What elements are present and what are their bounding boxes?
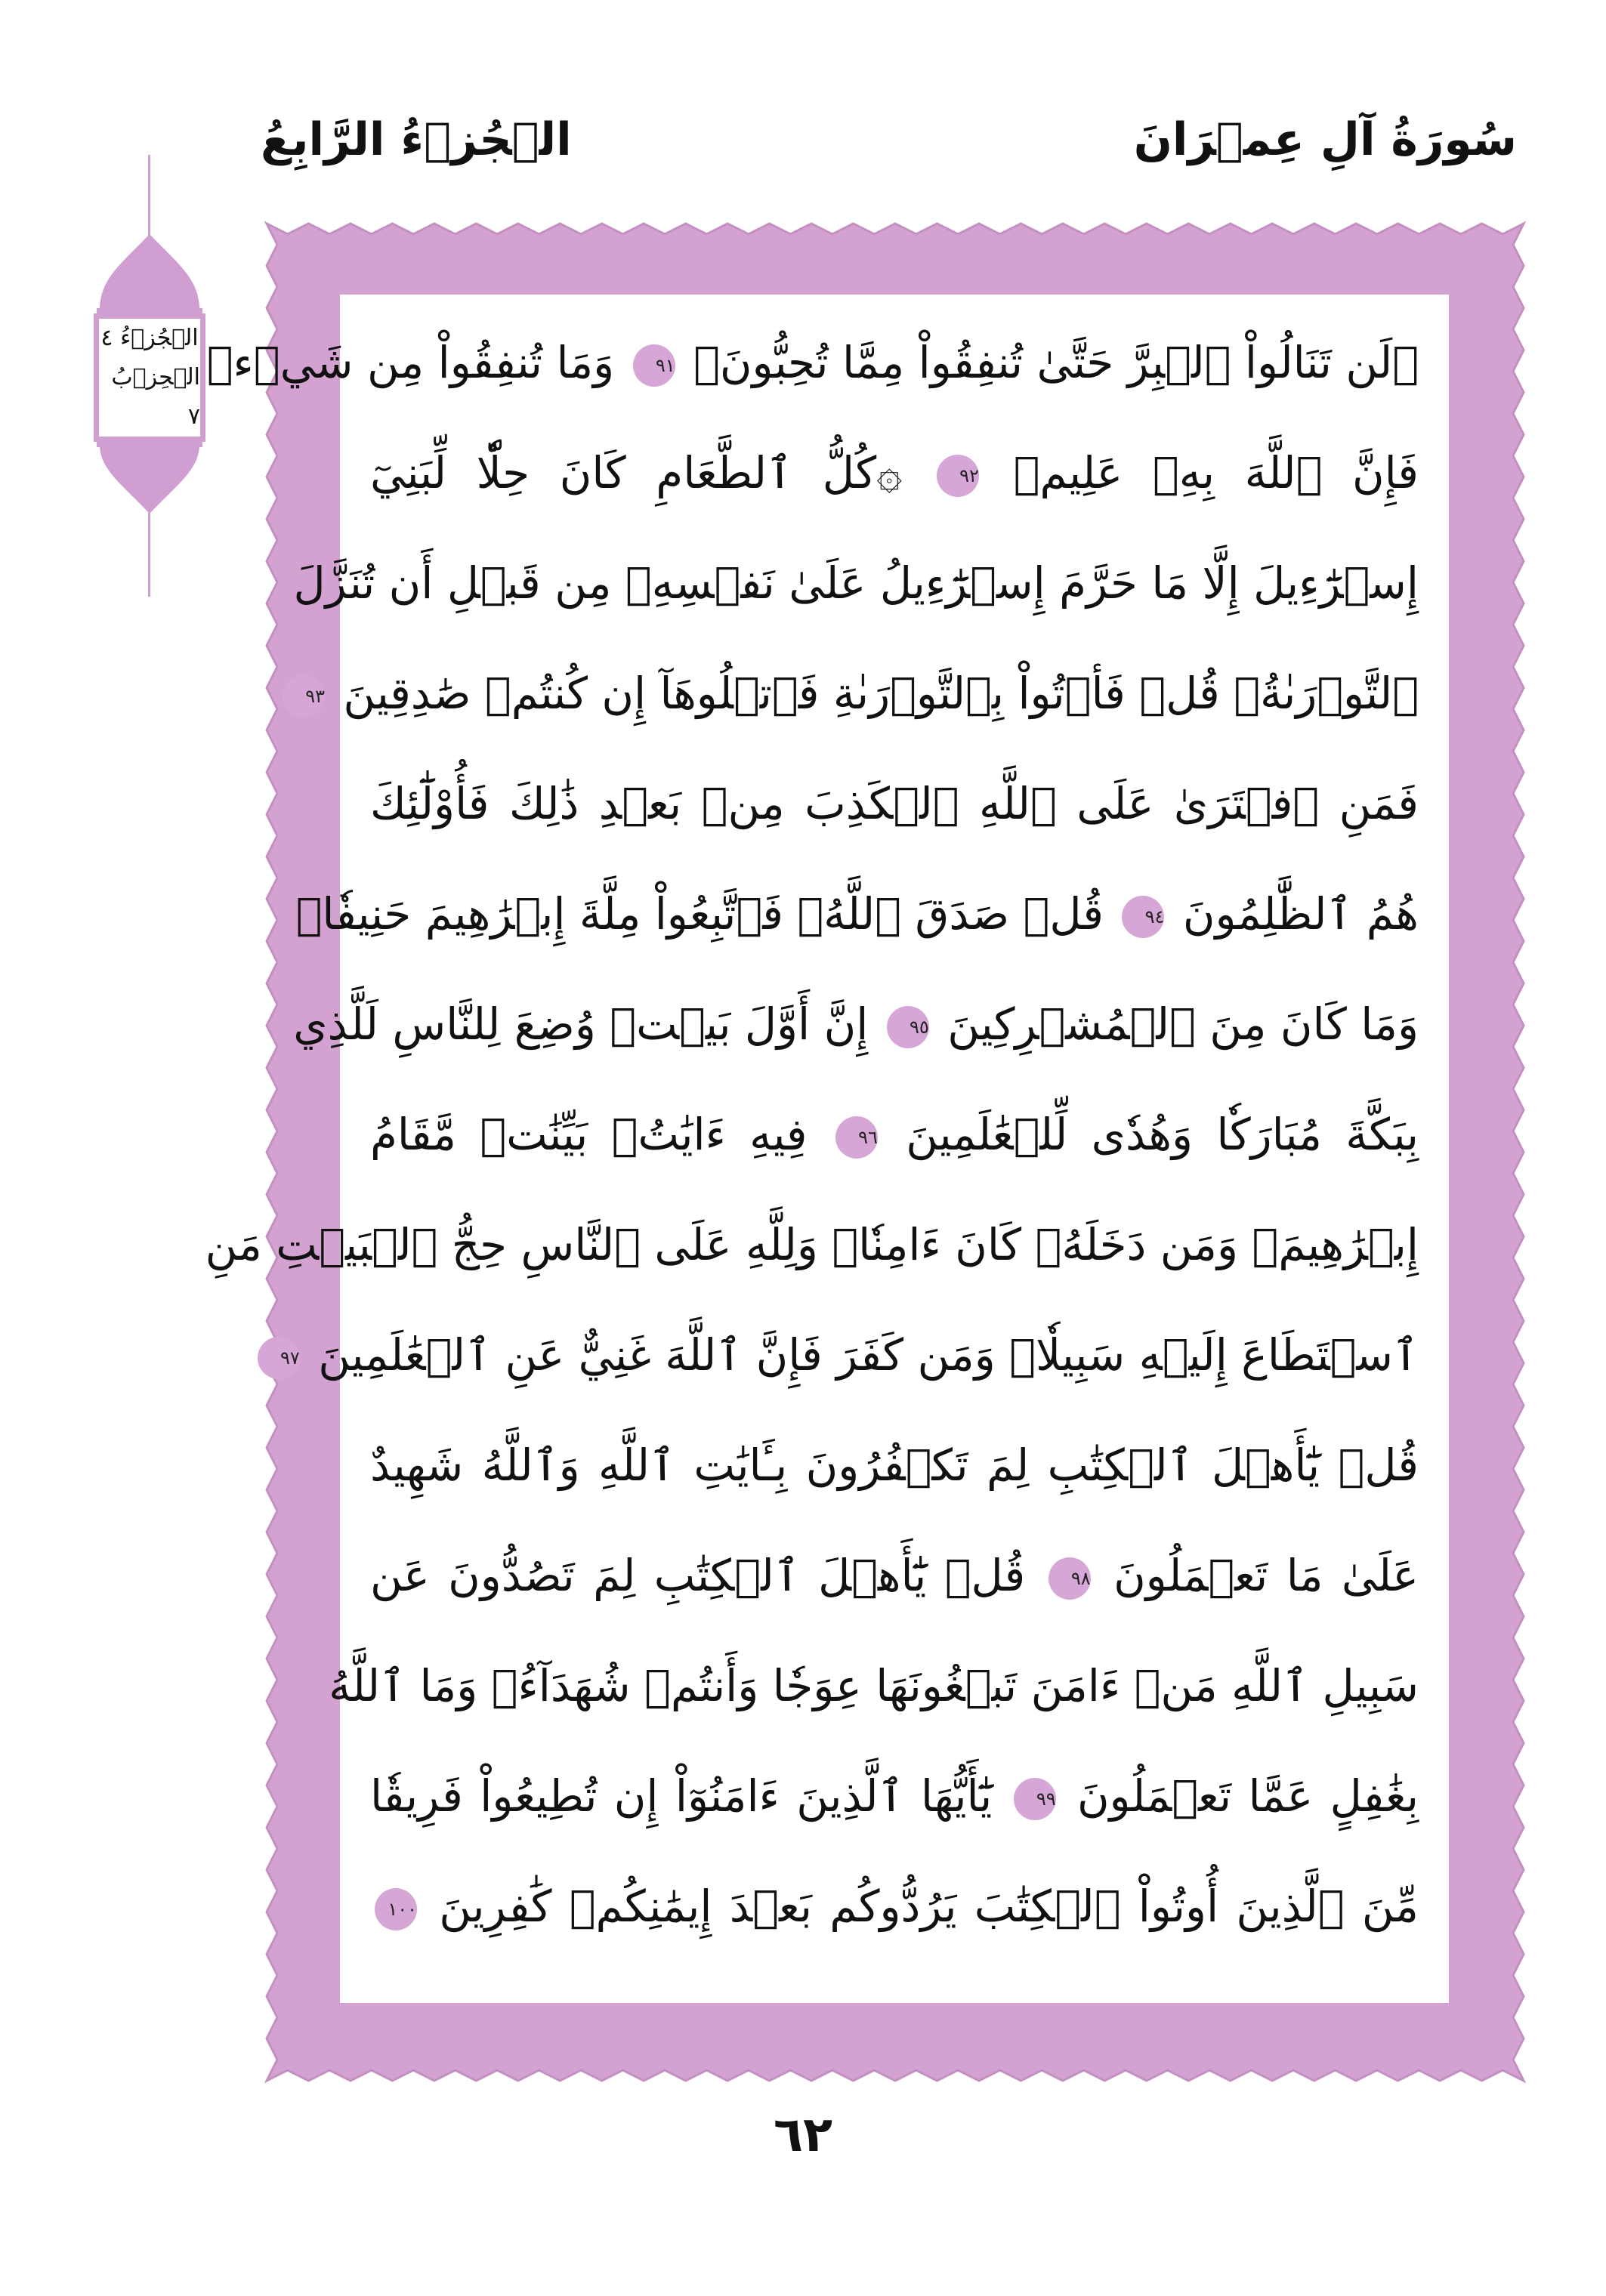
verse-text: قُلۡ يَٰٓأَهۡلَ ٱلۡكِتَٰبِ لِمَ تَكۡفُرُونَ بِـَٔايَٰتِ ٱللَّهِ وَٱللَّهُ شَهِيدٌ [370,1440,1419,1491]
side-marker-juz: الۡجُزۡءُ ٤ [100,325,199,351]
verse-text: ۞كُلُّ ٱلطَّعَامِ كَانَ حِلّٗا لِّبَنِيٓ [370,447,903,498]
verse-line [370,758,1419,849]
verse-text: بِبَكَّةَ مُبَارَكٗا وَهُدٗى لِّلۡعَٰلَمِينَ [906,1109,1419,1160]
verse-text: قُلۡ يَٰٓأَهۡلَ ٱلۡكِتَٰبِ لِمَ تَصُدُّونَ عَن [370,1550,1026,1601]
verse-number-marker: ٩٢ [937,455,979,497]
verse-number-marker: ٩٣ [283,675,325,718]
verse-text: وَمَا تُنفِقُواْ مِن شَيۡءٖ [206,337,615,388]
verse-line [370,1530,1419,1621]
quran-text-area [205,295,1449,2003]
verse-number-marker: ٩٧ [258,1337,300,1379]
verse-number-marker: ٩٦ [835,1116,878,1159]
verse-text: مِّنَ ٱلَّذِينَ أُوتُواْ ٱلۡكِتَٰبَ يَرُدُّوكُم بَعۡدَ إِيمَٰنِكُمۡ كَٰفِرِينَ [439,1881,1419,1932]
verse-line [370,1861,1419,1952]
verse-line [370,1089,1419,1180]
verse-line [305,648,1419,739]
verse-text: ۞لَن تَنَالُواْ ٱلۡبِرَّ حَتَّىٰ تُنفِقُواْ مِمَّا تُحِبُّونَۚ [693,337,1419,388]
verse-text: سَبِيلِ ٱللَّهِ مَنۡ ءَامَنَ تَبۡغُونَهَا عِوَجٗا وَأَنتُمۡ شُهَدَآءُۗ وَمَا ٱللَّهُ [329,1660,1419,1711]
juz-name-header: الۡجُزۡءُ الرَّابِعُ [261,113,572,166]
verse-number-marker: ٩١ [633,344,675,387]
verse-line [370,1420,1419,1511]
verse-text: إِسۡرَٰٓءِيلَ إِلَّا مَا حَرَّمَ إِسۡرَٰٓءِيلُ عَلَىٰ نَفۡسِهِۦ مِن قَبۡلِ أَن تُنَزَّلَ [293,557,1419,609]
verse-text: فِيهِ ءَايَٰتُۢ بَيِّنَٰتٞ مَّقَامُ [370,1109,808,1160]
hizb-marker-box [94,313,205,442]
verse-number-marker: ٩٨ [1049,1557,1091,1600]
verse-line [205,1199,1419,1290]
verse-line [370,1751,1419,1841]
verse-line [293,979,1419,1069]
verse-line [206,317,1419,408]
verse-number-marker: ١٠٠ [375,1888,417,1930]
verse-text: إِبۡرَٰهِيمَۖ وَمَن دَخَلَهُۥ كَانَ ءَامِنٗاۗ وَلِلَّهِ عَلَى ٱلنَّاسِ حِجُّ ٱلۡبَيۡتِ مَنِ [205,1219,1419,1270]
verse-number-marker: ٩٥ [887,1006,929,1048]
verse-text: فَإِنَّ ٱللَّهَ بِهِۦ عَلِيمٞ [1013,447,1419,498]
verse-line [280,1310,1419,1400]
verse-line [293,538,1419,628]
verse-text: وَمَا كَانَ مِنَ ٱلۡمُشۡرِكِينَ [947,998,1419,1050]
verse-text: ٱلتَّوۡرَىٰةُۚ قُلۡ فَأۡتُواْ بِٱلتَّوۡرَىٰةِ فَٱتۡلُوهَآ إِن كُنتُمۡ صَٰدِقِينَ [343,668,1419,719]
verse-text: عَلَىٰ مَا تَعۡمَلُونَ [1113,1550,1419,1601]
verse-text: هُمُ ٱلظَّٰلِمُونَ [1182,888,1419,940]
verse-text: يَٰٓأَيُّهَا ٱلَّذِينَ ءَامَنُوٓاْ إِن تُطِيعُواْ فَرِيقٗا [370,1770,993,1822]
verse-text: ٱسۡتَطَاعَ إِلَيۡهِ سَبِيلٗاۚ وَمَن كَفَرَ فَإِنَّ ٱللَّهَ غَنِيٌّ عَنِ ٱلۡعَٰلَمِينَ [318,1329,1419,1381]
verse-line [295,869,1419,959]
page-number: ٦٢ [773,2107,833,2163]
surah-name-header: سُورَةُ آلِ عِمۡرَانَ [1133,113,1517,166]
verse-line [370,427,1419,518]
verse-text: قُلۡ صَدَقَ ٱللَّهُۗ فَٱتَّبِعُواْ مِلَّةَ إِبۡرَٰهِيمَ حَنِيفٗاۖ [295,888,1104,940]
verse-text: فَمَنِ ٱفۡتَرَىٰ عَلَى ٱللَّهِ ٱلۡكَذِبَ مِنۢ بَعۡدِ ذَٰلِكَ فَأُوْلَٰٓئِكَ [370,778,1419,829]
verse-number-marker: ٩٤ [1122,896,1164,938]
verse-text: بِغَٰفِلٍ عَمَّا تَعۡمَلُونَ [1076,1770,1419,1822]
verse-text: إِنَّ أَوَّلَ بَيۡتٖ وُضِعَ لِلنَّاسِ لَلَّذِي [293,998,869,1050]
verse-line [329,1640,1419,1731]
side-marker-hizb: الۡحِزۡبُ ٧ [111,364,200,430]
verse-number-marker: ٩٩ [1014,1778,1056,1820]
